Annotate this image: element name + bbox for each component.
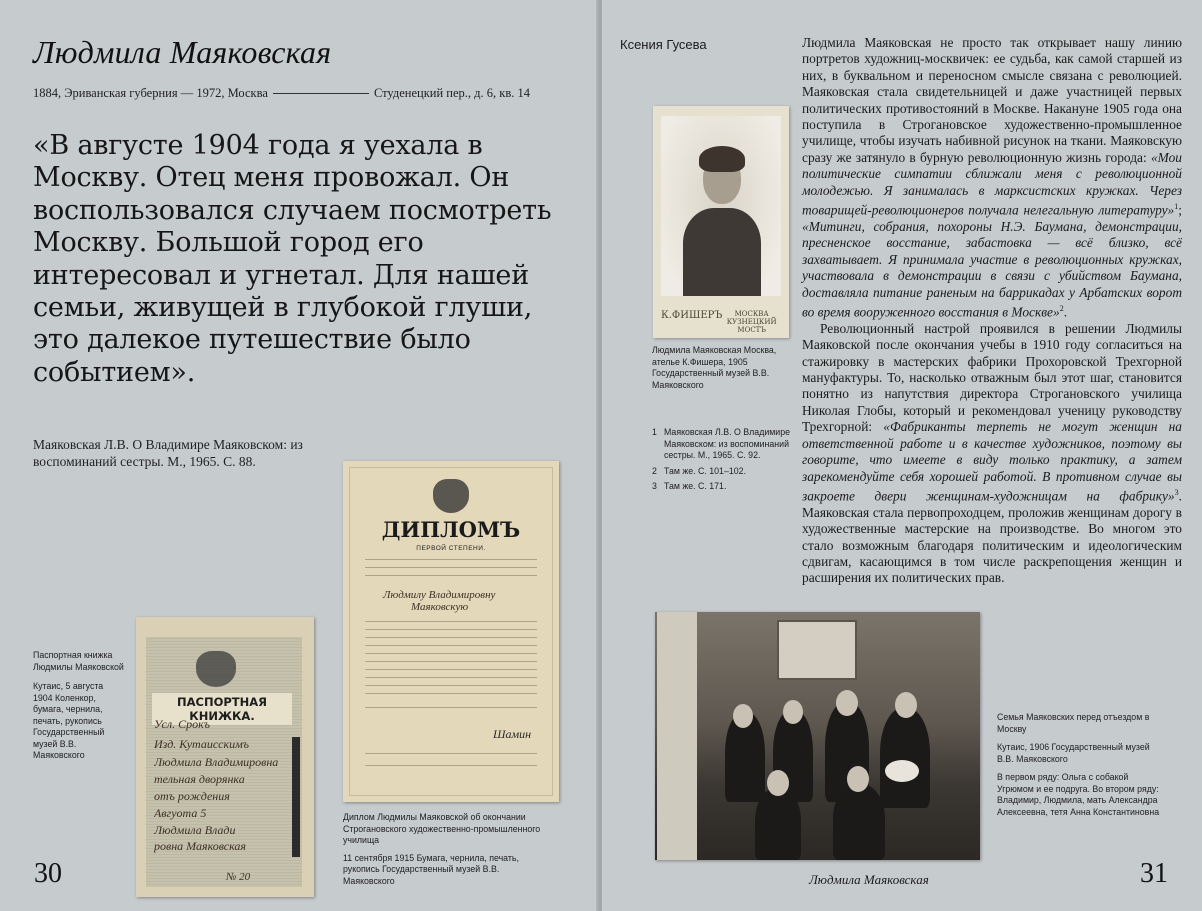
passport-caption-title: Паспортная книжка Людмилы Маяковской	[33, 650, 124, 672]
handwritten-line: Изд. Кутаисскимъ	[154, 737, 250, 751]
handwritten-line: Усл. Срокъ	[154, 717, 210, 731]
footnote: 3 Там же. С. 171.	[652, 481, 727, 491]
passport-number: № 20	[226, 871, 251, 883]
eagle-emblem-icon	[196, 651, 236, 687]
page-title: Людмила Маяковская	[33, 34, 332, 70]
diploma-subheading: ПЕРВОЙ СТЕПЕНИ.	[416, 545, 486, 552]
running-footer-title: Людмила Маяковская	[809, 872, 929, 887]
passport-caption	[33, 650, 125, 762]
footnotes	[652, 427, 797, 497]
family-caption-details: Кутаис, 1906 Государственный музей В.В. Маяковского	[997, 742, 1150, 764]
passport-caption-details: Кутаис, 5 августа 1904 Коленкор, бумага, чернила, печать, рукопись Государственный музей В.В. Маяковского	[33, 681, 105, 760]
article-body	[802, 35, 1182, 587]
family-caption-description: В первом ряду: Ольга с собакой Угрюмом и ее подруга. Во втором ряду: Владимир, Людмила, мать Александра Алексеевна, тетя Анна Константиновна	[997, 772, 1160, 817]
footnote: 1 Маяковская Л.В. О Владимире Маяковском: из воспоминаний сестры. М., 1965. С. 92.	[652, 427, 790, 460]
left-page	[0, 0, 598, 911]
diploma-photo	[343, 461, 559, 802]
portrait-caption: Людмила Маяковская Москва, ателье К.Фишера, 1905 Государственный музей В.В. Маяковского	[652, 345, 777, 390]
studio-street: КУЗНЕЦКИЙ МОСТЪ	[726, 318, 777, 334]
biography-line	[33, 86, 530, 101]
diploma-caption-title: Диплом Людмилы Маяковской об окончании Строгановского художественно-промышленного училища	[343, 812, 541, 845]
passport-spine	[292, 737, 300, 857]
family-photo	[655, 612, 980, 860]
diploma-heading: ДИПЛОМЪ	[381, 517, 521, 542]
diploma-caption	[343, 812, 553, 887]
body-paragraph: Людмила Маяковская не просто так открывает нашу линию портретов художниц-москвичек: ее судьба, как самой старшей из них, в буквальном и переносном смысле связана с революцией. Маяковская стала свидетельницей и даже участницей первых политических противостояний в Москве. Накануне 1905 года она поступила в Строгановское художественно-промышленное училище, чтобы изучать набивной рисунок на ткани. Маяковскую сразу же затянуло в бурную революционную жизнь города: «Мои политические симпатии сближали меня с революционной молодежью. Я занималась в марксистских кружках. Через товарищей-революционеров получала нелегальную литературу»$^1$; «Митинги, собрания, похороны Н.Э. Баумана, демонстрации, пресненское восстание, забастовка — всё близко, всё захватывает. Я принимала участие в революционных кружках, участвовала в демонстрации в связи с убийством Баумана, доставляла питание раненым на баррикадах у Арбатских ворот во время вооруженного восстания в Москве»$^2$.	[802, 35, 1182, 320]
handwritten-line: тельная дворянка	[154, 772, 245, 786]
right-page	[602, 0, 1202, 911]
page-number: 30	[34, 858, 62, 889]
quote-source: Маяковская Л.В. О Владимире Маяковском: из воспоминаний сестры. М., 1965. С. 88.	[33, 437, 303, 469]
handwritten-line: ровна Маяковская	[154, 839, 246, 853]
cat	[885, 760, 919, 782]
handwritten-line: Людмила Владимировна	[154, 755, 279, 769]
eagle-emblem-icon	[433, 479, 469, 513]
handwritten-line: Людмила Влади	[154, 823, 236, 837]
passport-photo	[136, 617, 314, 897]
handwritten-line: отъ рождения	[154, 789, 230, 803]
page-number: 31	[1140, 858, 1168, 889]
footnote: 2 Там же. С. 101–102.	[652, 465, 746, 476]
portrait-photo	[653, 106, 789, 338]
diploma-handwriting: Маяковскую	[411, 601, 469, 613]
family-caption-title: Семья Маяковских перед отъездом в Москву	[997, 712, 1150, 734]
life-dates: 1884, Эриванская губерния — 1972, Москва	[33, 86, 268, 100]
address: Студенецкий пер., д. 6, кв. 14	[373, 86, 530, 100]
family-caption	[997, 712, 1167, 818]
studio-mark: К.ФИШЕРЪ	[661, 310, 723, 321]
handwritten-line: Авгуота 5	[154, 806, 207, 820]
passport-heading: ПАСПОРТНАЯ КНИЖКА.	[152, 693, 292, 725]
divider	[273, 93, 369, 94]
diploma-caption-details: 11 сентября 1915 Бумага, чернила, печать, рукопись Государственный музей В.В. Маяковского	[343, 852, 519, 886]
body-paragraph: Революционный настрой проявился в решении Людмилы Маяковской после окончания учебы в 1910 году согласиться на стажировку в мастерских фабрики Прохоровской Трехгорной мануфактуры. То, насколько отважным был этот шаг, становится понятно из напутствия директора Строгановского училища Николая Глобы, который и рекомендовал ученицу руководству Трехгорной: «Фабриканты терпеть не могут женщин на ответственной работе и в качестве художников, поэтому вы говорите, что имеете в виду только практику, а затем зарекомендуйте себя хорошей работой. В противном случае вы закроете двери женщинам-художницам на фабрику»$^3$. Маяковская стала первопроходцем, проложив женщинам дорогу в художественные мастерские на производстве. Во многом это стало возможным благодаря политическим и идеологическим сдвигам, касающимся в том числе раскрепощения женщин и расширения их политических прав.	[802, 320, 1182, 586]
studio-city: МОСКВА	[734, 310, 769, 318]
diploma-signature: Шамин	[493, 727, 532, 741]
diploma-handwriting: Людмилу Владимировну	[383, 589, 496, 601]
pull-quote: «В августе 1904 года я уехала в Москву. Отец меня провожал. Он воспользовался случаем посмотреть Москву. Большой город его интересовал и угнетал. Для нашей семьи, живущей в глубокой глуши, это далекое путешествие было событием».	[33, 130, 552, 388]
article-author: Ксения Гусева	[620, 37, 707, 52]
